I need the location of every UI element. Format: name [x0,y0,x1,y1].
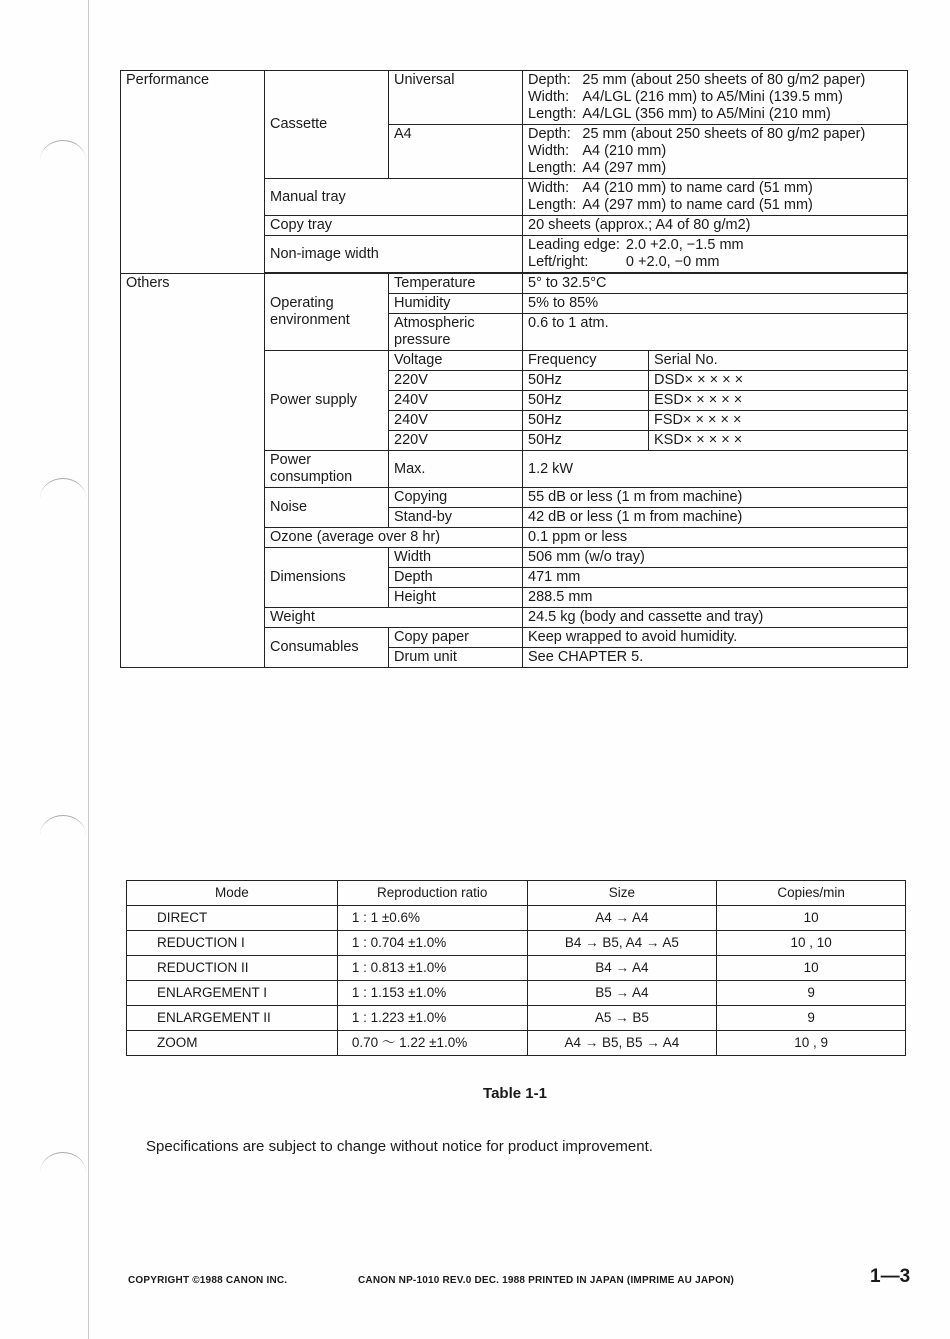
value-non-image-width [523,236,908,273]
size-cell: A5 → B5 [527,1006,717,1031]
kv-list: Depth: 25 mm (about 250 sheets of 80 g/m2 paper) Width: A4/LGL (216 mm) to A5/Mini (139.5 mm) Length: A4/LGL (356 mm) to A5/Mini (210 mm) [528,72,866,122]
kv-list: Depth: 25 mm (about 250 sheets of 80 g/m2 paper) Width: A4 (210 mm) Length: A4 (297 mm) [528,126,866,176]
value-copy-tray: 20 sheets (approx.; A4 of 80 g/m2) [523,216,908,236]
copies-cell: 9 [717,1006,906,1031]
power-frequency: 50Hz [523,371,649,391]
label-cassette: Cassette [265,71,389,179]
size-cell: B4 → A4 [527,956,717,981]
header-mode: Mode [127,881,338,906]
label-width: Width [389,548,523,568]
power-serial: ESD× × × × × [649,391,908,411]
header-copies-min: Copies/min [717,881,906,906]
value-max: 1.2 kW [523,451,908,488]
table-caption: Table 1-1 [483,1085,547,1102]
size-cell: A4 → B5, B5 → A4 [527,1031,717,1056]
power-frequency: 50Hz [523,431,649,451]
size-cell: A4 → A4 [527,906,717,931]
power-frequency: 50Hz [523,391,649,411]
copies-cell: 10 [717,956,906,981]
power-serial: FSD× × × × × [649,411,908,431]
label-standby: Stand-by [389,508,523,528]
ratio-cell: 1 : 0.813 ±1.0% [337,956,527,981]
ratio-cell: 1 : 0.704 ±1.0% [337,931,527,956]
specification-note: Specifications are subject to change without notice for product improvement. [146,1138,653,1155]
value-a4 [523,125,908,179]
value-copy-paper: Keep wrapped to avoid humidity. [523,628,908,648]
punch-hole-mark [40,815,86,856]
mode-cell: REDUCTION I [127,931,338,956]
header-reproduction-ratio: Reproduction ratio [337,881,527,906]
power-voltage: 240V [389,391,523,411]
label-universal: Universal [389,71,523,125]
power-voltage: 240V [389,411,523,431]
table-row [127,931,906,956]
label-copy-paper: Copy paper [389,628,523,648]
power-serial: KSD× × × × × [649,431,908,451]
label-dimensions: Dimensions [265,548,389,608]
copies-cell: 10 [717,906,906,931]
value-weight: 24.5 kg (body and cassette and tray) [523,608,908,628]
label-manual-tray: Manual tray [265,179,523,216]
mode-cell: DIRECT [127,906,338,931]
size-cell: B4 → B5, A4 → A5 [527,931,717,956]
ratio-cell: 0.70 ～ 1.22 ±1.0% [337,1031,527,1056]
label-frequency: Frequency [523,351,649,371]
mode-cell: ENLARGEMENT II [127,1006,338,1031]
size-cell: B5 → A4 [527,981,717,1006]
ratio-cell: 1 : 1.153 ±1.0% [337,981,527,1006]
label-non-image-width: Non-image width [265,236,523,273]
value-copying: 55 dB or less (1 m from machine) [523,488,908,508]
label-consumables: Consumables [265,628,389,668]
label-copy-tray: Copy tray [265,216,523,236]
copies-cell: 9 [717,981,906,1006]
label-atmospheric-pressure: Atmospheric pressure [389,314,523,351]
label-ozone: Ozone (average over 8 hr) [265,528,523,548]
label-a4: A4 [389,125,523,179]
label-depth: Depth [389,568,523,588]
ratio-cell: 1 : 1 ±0.6% [337,906,527,931]
value-humidity: 5% to 85% [523,294,908,314]
power-frequency: 50Hz [523,411,649,431]
value-height: 288.5 mm [523,588,908,608]
table-row [127,981,906,1006]
table-row [127,956,906,981]
label-weight: Weight [265,608,523,628]
label-power-supply: Power supply [265,351,389,451]
value-manual-tray [523,179,908,216]
power-voltage: 220V [389,431,523,451]
header-size: Size [527,881,717,906]
punch-hole-mark [40,478,86,519]
page-number: 1—3 [870,1266,911,1287]
label-power-consumption: Power consumption [265,451,389,488]
section-performance: Performance [121,71,265,274]
ratio-cell: 1 : 1.223 ±1.0% [337,1006,527,1031]
footer-publication: CANON NP-1010 REV.0 DEC. 1988 PRINTED IN JAPAN (IMPRIME AU JAPON) [358,1275,735,1286]
table-row [127,1031,906,1056]
kv-list: Width: A4 (210 mm) to name card (51 mm) Length: A4 (297 mm) to name card (51 mm) [528,180,813,213]
mode-cell: REDUCTION II [127,956,338,981]
label-drum-unit: Drum unit [389,648,523,668]
label-humidity: Humidity [389,294,523,314]
copies-cell: 10 , 9 [717,1031,906,1056]
value-ozone: 0.1 ppm or less [523,528,908,548]
value-width: 506 mm (w/o tray) [523,548,908,568]
label-noise: Noise [265,488,389,528]
label-serial-no: Serial No. [649,351,908,371]
value-atmospheric-pressure: 0.6 to 1 atm. [523,314,908,351]
power-serial: DSD× × × × × [649,371,908,391]
label-copying: Copying [389,488,523,508]
punch-hole-mark [40,1152,86,1193]
table-row [127,906,906,931]
table-row [127,1006,906,1031]
value-drum-unit: See CHAPTER 5. [523,648,908,668]
copies-cell: 10 , 10 [717,931,906,956]
value-temperature: 5° to 32.5°C [523,274,908,294]
value-depth: 471 mm [523,568,908,588]
label-operating-environment: Operating environment [265,274,389,351]
value-standby: 42 dB or less (1 m from machine) [523,508,908,528]
label-height: Height [389,588,523,608]
copy-modes-table [126,880,906,1056]
mode-cell: ENLARGEMENT I [127,981,338,1006]
kv-list: Leading edge: 2.0 +2.0, −1.5 mm Left/right: 0 +2.0, −0 mm [528,237,744,270]
specifications-table [120,70,908,668]
power-voltage: 220V [389,371,523,391]
section-others: Others [121,274,265,668]
binder-line [88,0,89,1339]
value-universal [523,71,908,125]
label-temperature: Temperature [389,274,523,294]
punch-hole-mark [40,140,86,181]
footer-copyright: COPYRIGHT ©1988 CANON INC. [128,1275,288,1286]
label-voltage: Voltage [389,351,523,371]
mode-cell: ZOOM [127,1031,338,1056]
label-max: Max. [389,451,523,488]
